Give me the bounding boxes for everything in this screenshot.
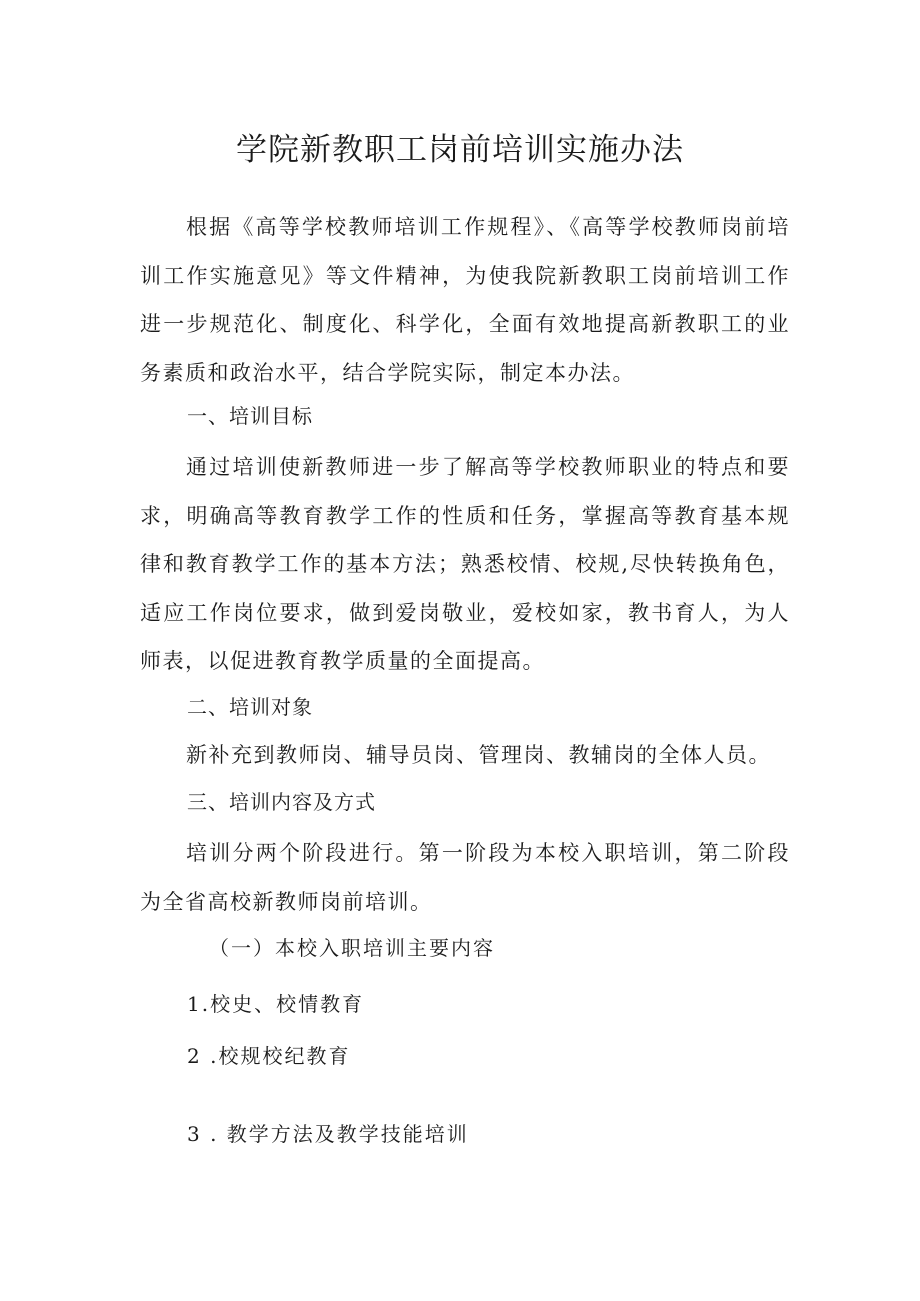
list-item: 3 . 教学方法及教学技能培训 xyxy=(187,1122,469,1146)
intro-paragraph: 根据《高等学校教师培训工作规程》、《高等学校教师岗前培训工作实施意见》等文件精神，为使我院新教职工岗前培训工作进一步规范化、制度化、科学化，全面有效地提高新教职工的业务素质和政治水平，结合学院实际，制定本办法。 xyxy=(140,215,790,385)
section-body-goals: 通过培训使新教师进一步了解高等学校教师职业的特点和要求，明确高等教育教学工作的性质和任务，掌握高等教育基本规律和教育教学工作的基本方法；熟悉校情、校规,尽快转换角色，适应工作岗位要求，做到爱岗敬业，爱校如家，教书育人，为人师表，以促进教育教学质量的全面提高。 xyxy=(140,455,790,673)
section-heading-targets: 二、培训对象 xyxy=(187,695,313,719)
list-item: 1.校史、校情教育 xyxy=(187,992,365,1016)
subsection-heading: （一）本校入职培训主要内容 xyxy=(209,936,495,960)
section-heading-content: 三、培训内容及方式 xyxy=(187,790,376,814)
document-title: 学院新教职工岗前培训实施办法 xyxy=(236,132,684,168)
section-heading-goals: 一、培训目标 xyxy=(187,404,313,428)
list-item: 2 .校规校纪教育 xyxy=(187,1044,351,1068)
section-body-targets: 新补充到教师岗、辅导员岗、管理岗、教辅岗的全体人员。 xyxy=(186,743,771,767)
section-body-content: 培训分两个阶段进行。第一阶段为本校入职培训，第二阶段为全省高校新教师岗前培训。 xyxy=(140,841,790,914)
